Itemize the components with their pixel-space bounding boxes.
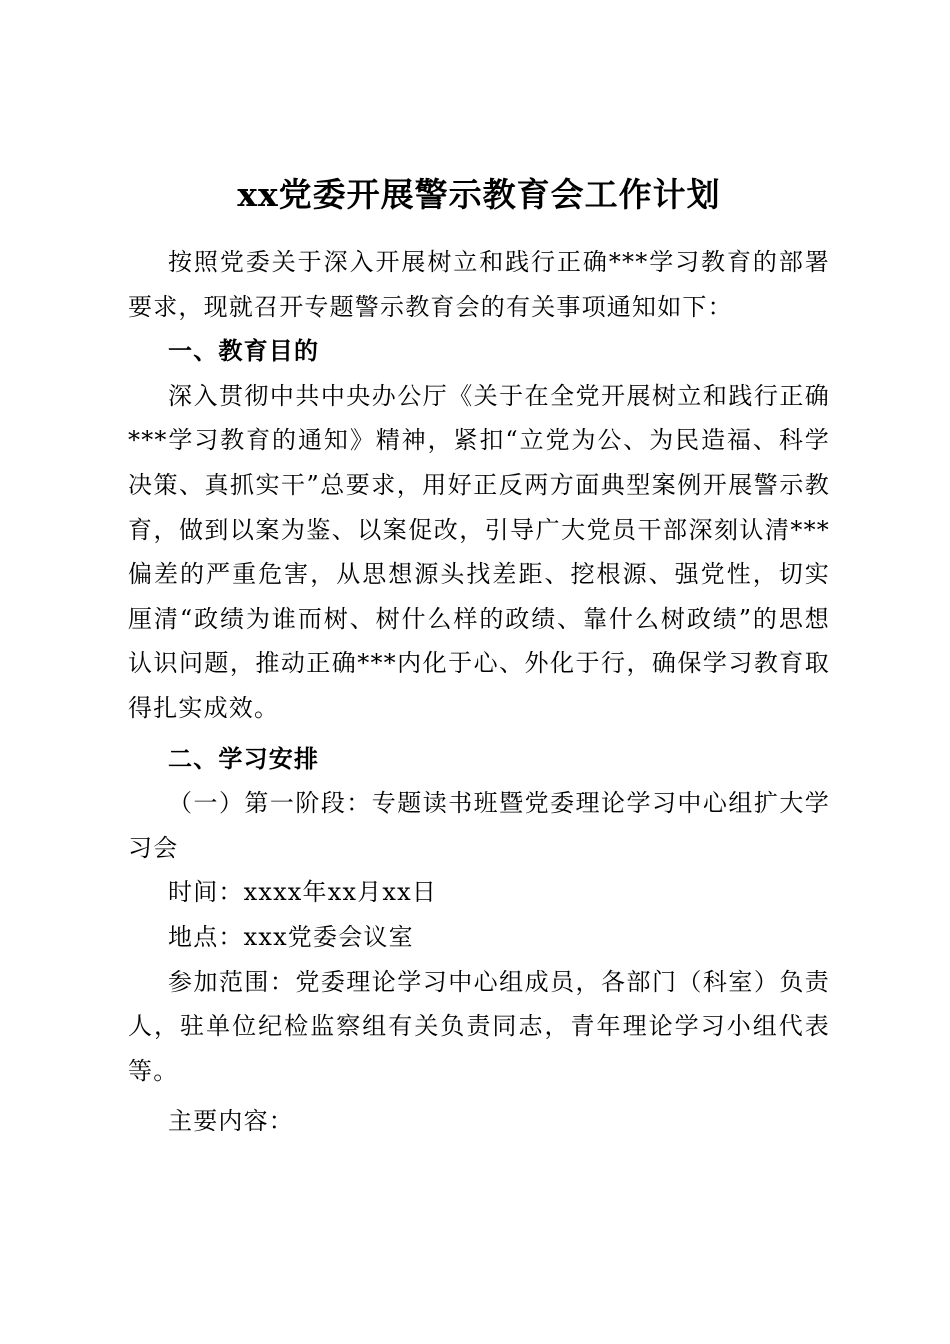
content-label: 主要内容： [168,1107,294,1136]
scope-paragraph: 参加范围：党委理论学习中心组成员，各部门（科室）负责人，驻单位纪检监察组有关负责同志，青年理论学习小组代表等。 [128,967,830,1085]
time-line: 时间：xxxx年xx月xx日 [168,878,438,907]
section-heading-arrangement: 二、学习安排 [168,743,320,773]
place-line: 地点：xxx党委会议室 [168,922,414,951]
document-title: xx党委开展警示教育会工作计划 [237,175,721,214]
stage1-paragraph: （一）第一阶段：专题读书班暨党委理论学习中心组扩大学习会 [128,789,830,862]
purpose-paragraph: 深入贯彻中共中央办公厅《关于在全党开展树立和践行正确***学习教育的通知》精神，紧扣“立党为公、为民造福、科学决策、真抓实干”总要求，用好正反两方面典型案例开展警示教育，做到以案为鉴、以案促改，引导广大党员干部深刻认清***偏差的严重危害，从思想源头找差距、挖根源、强党性，切实厘清“政绩为谁而树、树什么样的政绩、靠什么树政绩”的思想认识问题，推动正确***内化于心、外化于行，确保学习教育取得扎实成效。 [128,381,830,722]
section-heading-purpose: 一、教育目的 [168,336,320,366]
document-body [128,172,830,1144]
intro-paragraph: 按照党委关于深入开展树立和践行正确***学习教育的部署要求，现就召开专题警示教育会的有关事项通知如下： [128,248,830,321]
